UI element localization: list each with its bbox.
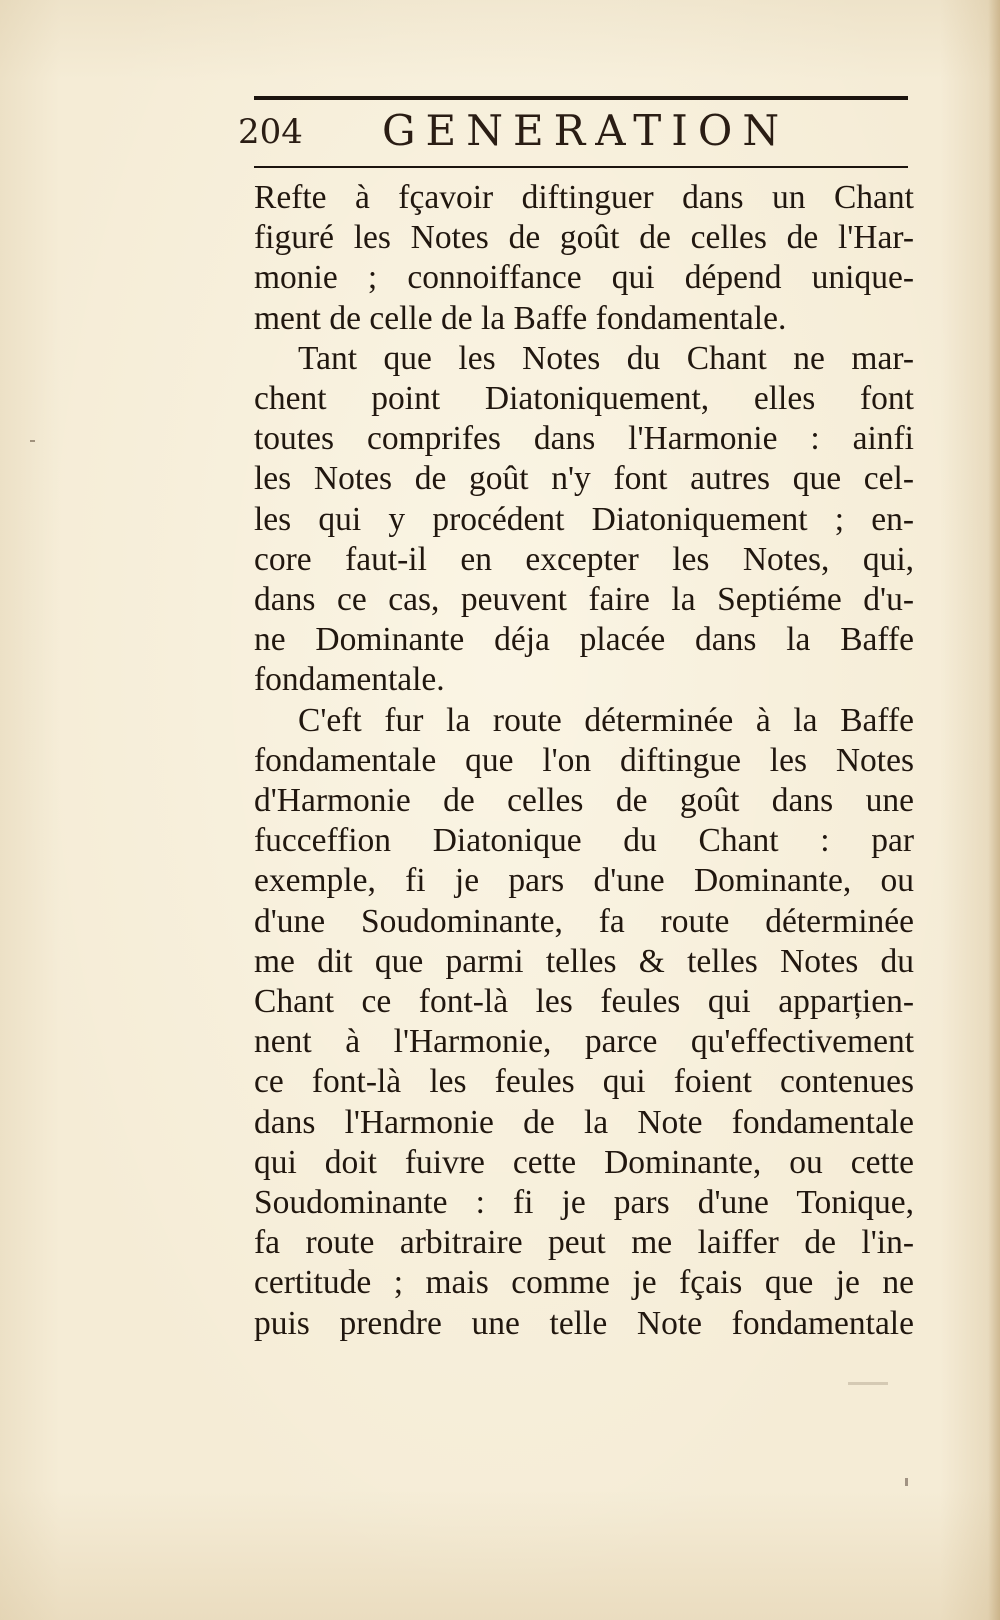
text-line: les Notes de goût n'y font autres que cel-: [254, 460, 914, 498]
text-line: Soudominante : fi je pars d'une Tonique,: [254, 1184, 914, 1222]
paper-speck: [848, 1382, 888, 1385]
text-line: ne Dominante déja placée dans la Baffe: [254, 621, 914, 659]
text-line: ment de celle de la Baffe fondamentale.: [254, 299, 787, 337]
text-line: certitude ; mais comme je fçais que je ne: [254, 1264, 914, 1302]
text-line: fondamentale que l'on diftingue les Notes: [254, 741, 914, 779]
text-line: fucceffion Diatonique du Chant : par: [254, 822, 914, 860]
running-title: GENERATION: [382, 106, 790, 155]
text-line: toutes comprifes dans l'Harmonie : ainfi: [254, 420, 914, 458]
text-line: d'Harmonie de celles de goût dans une: [254, 782, 914, 820]
text-line: core faut-il en excepter les Notes, qui,: [254, 540, 914, 578]
text-line: d'une Soudominante, fa route déterminée: [254, 902, 914, 940]
page-edge-shadow: [988, 0, 1000, 1620]
body-text: [254, 178, 914, 1344]
paper-speck: [905, 1478, 908, 1486]
paper-speck: [30, 440, 35, 442]
text-line: chent point Diatoniquement, elles font: [254, 380, 914, 418]
text-line: dans l'Harmonie de la Note fondamentale: [254, 1103, 914, 1141]
text-line: C'eft fur la route déterminée à la Baffe: [298, 701, 914, 739]
paragraph-1: [254, 178, 914, 339]
page-header: [238, 104, 918, 164]
text-line: Chant ce font-là les feules qui apparțien-: [254, 983, 914, 1021]
text-line: fa route arbitraire peut me laiffer de l'in-: [254, 1224, 914, 1262]
header-rule-bottom: [254, 166, 908, 168]
paragraph-2: [254, 339, 914, 701]
text-line: ce font-là les feules qui foient contenues: [254, 1063, 914, 1101]
text-line: les qui y procédent Diatoniquement ; en-: [254, 500, 914, 538]
paragraph-3: [254, 701, 914, 1344]
text-line: figuré les Notes de goût de celles de l'Har-: [254, 219, 914, 257]
text-line: qui doit fuivre cette Dominante, ou cette: [254, 1143, 914, 1181]
text-line: nent à l'Harmonie, parce qu'effectivement: [254, 1023, 914, 1061]
text-line: dans ce cas, peuvent faire la Septiéme d'u-: [254, 581, 914, 619]
text-line: exemple, fi je pars d'une Dominante, ou: [254, 862, 914, 900]
header-rule-top: [254, 96, 908, 100]
text-line: Refte à fçavoir diftinguer dans un Chant: [254, 179, 914, 216]
text-line: Tant que les Notes du Chant ne mar-: [298, 339, 914, 377]
text-line: monie ; connoiffance qui dépend unique-: [254, 259, 914, 297]
text-line: puis prendre une telle Note fondamentale: [254, 1304, 914, 1342]
page-number: 204: [238, 112, 303, 152]
text-line: fondamentale.: [254, 661, 445, 699]
text-line: me dit que parmi telles & telles Notes du: [254, 942, 914, 980]
